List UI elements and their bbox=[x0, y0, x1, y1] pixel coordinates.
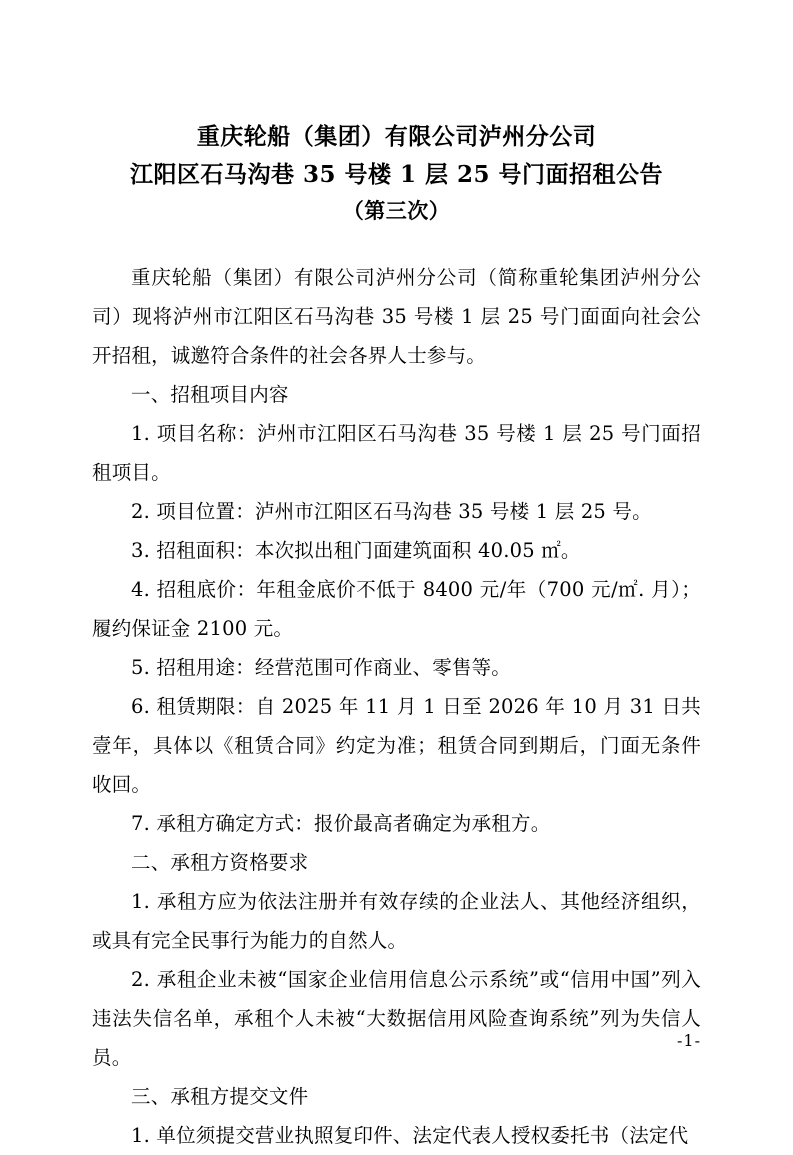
title-line-2: 江阳区石马沟巷 35 号楼 1 层 25 号门面招租公告 bbox=[129, 161, 664, 188]
document-title bbox=[92, 118, 701, 228]
paragraph-intro: 重庆轮船（集团）有限公司泸州分公司（简称重轮集团泸州分公司）现将泸州市江阳区石马沟巷 35 号楼 1 层 25 号门面面向社会公开招租，诚邀符合条件的社会各界人士参与。 bbox=[92, 266, 701, 367]
paragraph-item-1-1: 1. 项目名称：泸州市江阳区石马沟巷 35 号楼 1 层 25 号门面招租项目。 bbox=[92, 422, 701, 484]
title-line-1: 重庆轮船（集团）有限公司泸州分公司 bbox=[196, 123, 597, 150]
paragraph-item-3-1: 1. 单位须提交营业执照复印件、法定代表人授权委托书（法定代 bbox=[131, 1124, 689, 1147]
paragraph-item-1-6: 6. 租赁期限：自 2025 年 11 月 1 日至 2026 年 10 月 31 日共壹年，具体以《租赁合同》约定为准；租赁合同到期后，门面无条件收回。 bbox=[92, 695, 701, 796]
paragraph-item-2-2: 2. 承租企业未被“国家企业信用信息公示系统”或“信用中国”列入违法失信名单，承租个人未被“大数据信用风险查询系统”列为失信人员。 bbox=[92, 968, 701, 1069]
paragraph-item-1-7: 7. 承租方确定方式：报价最高者确定为承租方。 bbox=[131, 812, 551, 835]
paragraph-section-1-heading: 一、招租项目内容 bbox=[131, 383, 289, 406]
paragraph-item-1-3: 3. 招租面积：本次拟出租门面建筑面积 40.05 ㎡。 bbox=[131, 539, 581, 562]
paragraph-item-2-1: 1. 承租方应为依法注册并有效存续的企业法人、其他经济组织，或具有完全民事行为能力的自然人。 bbox=[92, 890, 701, 952]
paragraph-item-1-2: 2. 项目位置：泸州市江阳区石马沟巷 35 号楼 1 层 25 号。 bbox=[131, 500, 652, 523]
document-body bbox=[92, 258, 701, 1155]
paragraph-item-1-4: 4. 招租底价：年租金底价不低于 8400 元/年（700 元/㎡. 月）；履约保证金 2100 元。 bbox=[92, 578, 701, 640]
paragraph-section-2-heading: 二、承租方资格要求 bbox=[131, 851, 309, 874]
page-number: -1- bbox=[677, 1031, 701, 1050]
paragraph-section-3-heading: 三、承租方提交文件 bbox=[131, 1085, 309, 1108]
title-line-3: （第三次） bbox=[342, 198, 451, 223]
paragraph-item-1-5: 5. 招租用途：经营范围可作商业、零售等。 bbox=[131, 656, 512, 679]
